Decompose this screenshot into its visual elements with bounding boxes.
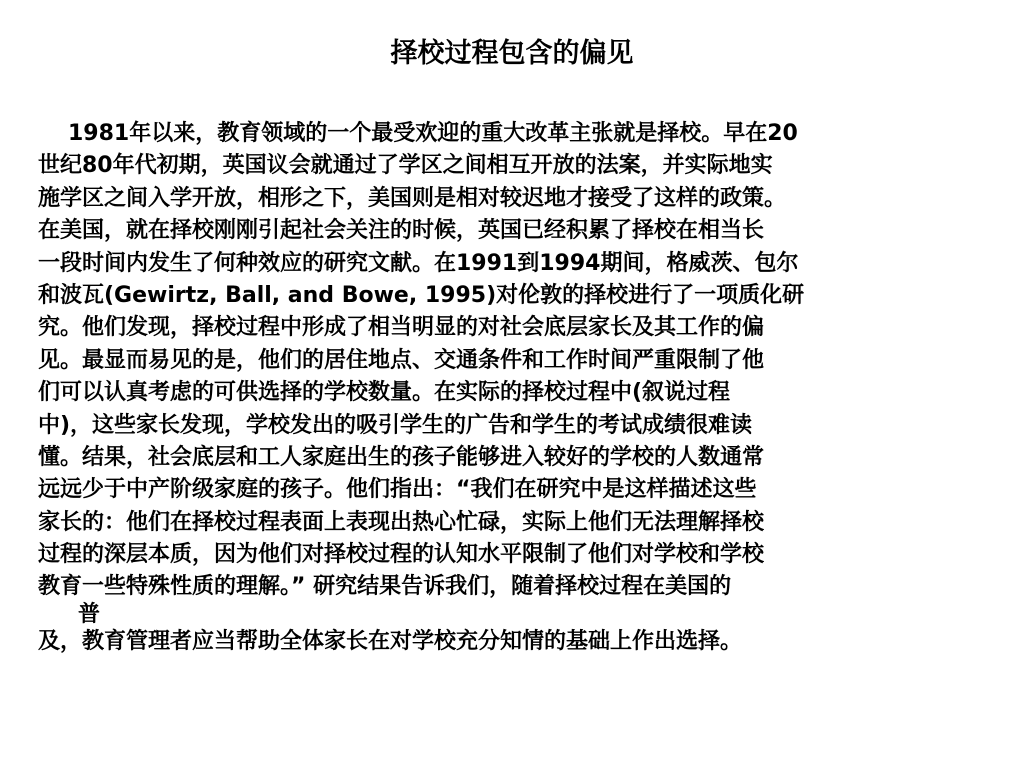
body-line: 施学区之间入学开放，相形之下，美国则是相对较迟地才接受了这样的政策。 [38,185,787,211]
body-line: 过程的深层本质，因为他们对择校过程的认知水平限制了他们对学校和学校 [38,542,765,568]
body-line: 在美国，就在择校刚刚引起社会关注的时候，英国已经积累了择校在相当长 [38,218,765,244]
body-line: 普 [78,601,101,627]
body-line: 们可以认真考虑的可供选择的学校数量。在实际的择校过程中(叙说过程 [38,380,731,406]
body-line: 一段时间内发生了何种效应的研究文献。在1991到1994期间，格威茨、包尔 [38,250,799,276]
body-line: 中)，这些家长发现，学校发出的吸引学生的广告和学生的考试成绩很难读 [38,412,753,438]
body-line: 究。他们发现，择校过程中形成了相当明显的对社会底层家长及其工作的偏 [38,315,765,341]
body-line: 远远少于中产阶级家庭的孩子。他们指出：“我们在研究中是这样描述这些 [38,477,757,503]
body-line: 1981年以来，教育领域的一个最受欢迎的重大改革主张就是择校。早在20 [68,121,798,146]
slide-body-text [38,118,1013,658]
body-line: 和波瓦(Gewirtz, Ball, and Bowe, 1995)对伦敦的择校进行了一项质化研 [38,282,805,308]
body-line: 世纪80年代初期，英国议会就通过了学区之间相互开放的法案，并实际地实 [38,153,773,179]
body-line: 见。最显而易见的是，他们的居住地点、交通条件和工作时间严重限制了他 [38,347,765,373]
body-line: 教育一些特殊性质的理解。” 研究结果告诉我们，随着择校过程在美国的 [38,574,732,600]
slide-title: 择校过程包含的偏见 [390,38,634,69]
body-line: 及，教育管理者应当帮助全体家长在对学校充分知情的基础上作出选择。 [38,628,743,654]
body-line: 家长的：他们在择校过程表面上表现出热心忙碌，实际上他们无法理解择校 [38,509,765,535]
body-line: 懂。结果，社会底层和工人家庭出生的孩子能够进入较好的学校的人数通常 [38,444,765,470]
